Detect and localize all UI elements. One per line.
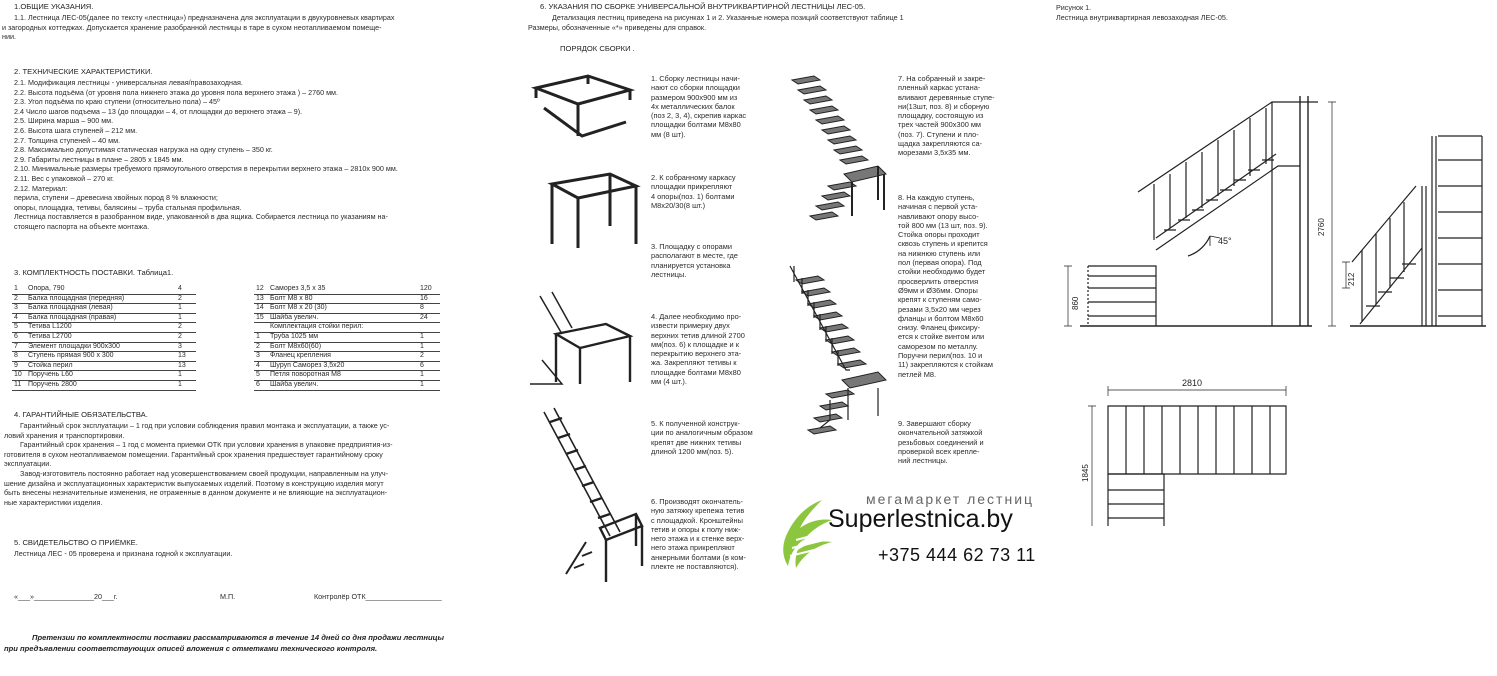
- table-row: 15 Шайба увелич. 24: [254, 313, 440, 323]
- step-2: 2. К собранному каркасу площадки прикрепляют 4 опоры(поз. 1) болтами М8х20/30(8 шт.): [651, 173, 736, 210]
- table-row: 6 Тетива L2700 2: [12, 332, 196, 342]
- text-line: 1.1. Лестница ЛЕС-05(далее по тексту «лестница») предназначена для эксплуатации в двухуровневых квартирах: [14, 13, 395, 22]
- brand-name: Superlestnica.by: [828, 505, 1013, 533]
- figure-caption: Лестница внутриквартирная левозаходная ЛЕС-05.: [1056, 13, 1228, 22]
- step-5: 5. К полученной конструк- ции по аналогичным образом крепят две нижних тетивы длиной 1200 мм(поз. 5).: [651, 419, 753, 456]
- text-line: 2.2. Высота подъёма (от уровня пола нижнего этажа до уровня пола верхнего этажа ) – 2760 мм.: [14, 87, 338, 97]
- angle-label: 45°: [1218, 236, 1232, 246]
- side-view-second: [1350, 136, 1486, 326]
- sign-date: «___»_______________20___г.: [14, 592, 118, 601]
- text-line: 2.4 Число шагов подъема – 13 (до площадки – 4, от площадки до верхнего этажа – 9).: [14, 106, 303, 116]
- table-row: 2 Балка площадная (передняя) 2: [12, 294, 196, 304]
- table-row: 1 Опора, 790 4: [12, 285, 196, 294]
- text-line: и загородных коттеджах. Допускается хранение разобранной лестницы в таре в сухом неотапливаемом помеще-: [2, 22, 382, 32]
- table-row: 3 Балка площадная (левая) 1: [12, 304, 196, 314]
- sec6-body: [528, 13, 904, 32]
- step-9: 9. Завершают сборку окончательной затяжкой резьбовых соединений и проверкой всех крепле- ний лестницы.: [898, 419, 984, 466]
- step-4: 4. Далее необходимо про- извести примерку двух верхних тетив длиной 2700 мм(поз. 6) к площадке и к перекрытию верхнего эта- жа. Закрепляют тетивы к площадке болтами М8х80 мм (4 шт.).: [651, 312, 745, 387]
- brand-phone: +375 444 62 73 11: [878, 545, 1036, 565]
- step-7: 7. На собранный и закре- пленный каркас устана- вливают деревянные ступе- ни(13шт, поз. 8) и сборную площадку, состоящую из трех частей 900х300 мм (поз. 7). Ступени и пло- щадка закрепляются са- морезами 3,5х35 мм.: [898, 74, 995, 158]
- text-line: 2.5. Ширина марша – 900 мм.: [14, 116, 114, 126]
- dim-platform-label: 860: [1071, 296, 1080, 310]
- table-row: 9 Стойка перил 13: [12, 361, 196, 371]
- sec2-body: [14, 78, 398, 232]
- text-line: перила, ступени – древесина хвойных пород 8 % влажности;: [14, 193, 218, 203]
- sec1-body: [2, 13, 395, 42]
- table-row: 12 Саморез 3,5 х 35 120: [254, 285, 440, 294]
- figure-steps-installed: [792, 76, 886, 220]
- plan-view: [1108, 406, 1286, 526]
- dim-length-label: 2810: [1182, 378, 1203, 388]
- dim-step-label: 212: [1347, 272, 1356, 286]
- table-row: 1 Труба 1025 мм 1: [254, 332, 440, 342]
- text-line: нии.: [2, 32, 16, 42]
- sec1-title: 1.ОБЩИЕ УКАЗАНИЯ.: [14, 2, 94, 11]
- figure-railing-installed: [796, 276, 886, 434]
- table-row: 14 Болт М8 х 20 (30) 8: [254, 304, 440, 314]
- kit-table-2: [254, 285, 440, 391]
- figure-stringers-full: [544, 408, 642, 582]
- text-line: Гарантийный срок хранения – 1 год с момента приемки ОТК при условии хранения в упаковке предприятия-из-: [20, 440, 393, 450]
- text-line: 2.7. Толщина ступеней – 40 мм.: [14, 135, 121, 145]
- dim-height-label: 2760: [1317, 218, 1326, 236]
- text-line: быть внесены незначительные изменения, не отраженные в данном документе и не влияющие на эксплуатацион-: [4, 488, 388, 498]
- sec5-title: 5. СВИДЕТЕЛЬСТВО О ПРИЁМКЕ.: [14, 538, 138, 547]
- text-line: 2.9. Габариты лестницы в плане – 2805 х 1845 мм.: [14, 154, 184, 164]
- table-row: 10 Поручень L60 1: [12, 371, 196, 381]
- sec4-body: [4, 421, 393, 507]
- dimension-lines: [1064, 102, 1350, 326]
- step-6: 6. Производят окончатель- ную затяжку крепежа тетив с площадкой. Кронштейны тетив и опоры к полу ниж- него этажа и к стенке верх- него этажа прикрепляют анкерными болтами (в ком- плекте не поставляются).: [651, 497, 746, 572]
- text-line: эксплуатации.: [4, 459, 52, 469]
- sec5-text: Лестница ЛЕС - 05 проверена и признана годной к эксплуатации.: [14, 549, 233, 558]
- sign-otk: Контролёр ОТК___________________: [314, 592, 442, 601]
- table-row: 2 Болт М8х60(60) 1: [254, 342, 440, 352]
- table-row: 8 Ступень прямая 900 х 300 13: [12, 352, 196, 362]
- step-1: 1. Сборку лестницы начи- нают со сборки площадки размером 900х900 мм из 4х металлических балок (поз 2, 3, 4), скрепив каркас площадки болтами М8х80 мм (8 шт).: [651, 74, 747, 139]
- text-line: 2.11. Вес с упаковкой – 270 кг.: [14, 173, 115, 183]
- table-row: 4 Шуруп Саморез 3,5х20 6: [254, 361, 440, 371]
- text-line: Гарантийный срок эксплуатации – 1 год при условии соблюдения правил монтажа и эксплуатации, а также ус-: [20, 421, 390, 430]
- figure-platform-legs: [552, 174, 636, 248]
- table-row: 5 Петля поворотная М8 1: [254, 371, 440, 381]
- text-line: 2.6. Высота шага ступеней – 212 мм.: [14, 125, 138, 135]
- sec2-title: 2. ТЕХНИЧЕСКИЕ ХАРАКТЕРИСТИКИ.: [14, 67, 153, 76]
- dim-width-label: 1845: [1081, 464, 1090, 482]
- assembly-figures-a: [526, 66, 646, 586]
- sec3-title: 3. КОМПЛЕКТНОСТЬ ПОСТАВКИ. Таблица1.: [14, 268, 174, 277]
- text-line: 2.12. Материал:: [14, 183, 68, 193]
- table-row: 3 Фланец крепления 2: [254, 352, 440, 362]
- text-line: 2.1. Модификация лестницы - универсальная левая/правозаходная.: [14, 78, 243, 87]
- figure-platform-stringers: [530, 292, 630, 384]
- text-line: опоры, площадка, тетивы, балясины – труба стальная профильная.: [14, 202, 242, 212]
- order-title: ПОРЯДОК СБОРКИ .: [560, 44, 635, 53]
- sign-mp: М.П.: [220, 592, 236, 601]
- table-row: 6 Шайба увелич. 1: [254, 380, 440, 390]
- table-row: 4 Балка площадная (правая) 1: [12, 313, 196, 323]
- text-line: ные характеристики изделия.: [4, 497, 103, 507]
- table-row: 7 Элемент площадки 900х300 3: [12, 342, 196, 352]
- table-row: 13 Болт М8 х 80 16: [254, 294, 440, 304]
- figure-platform-frame: [536, 76, 630, 136]
- text-line: Детализация лестниц приведена на рисунках 1 и 2. Указанные номера позиций соответствуют таблице 1: [552, 13, 904, 22]
- text-line: стоящего паспорта на объекте монтажа.: [14, 221, 150, 231]
- stair-logo-icon: [776, 496, 836, 572]
- text-line: готовителя в сухом неотапливаемом помещении. Гарантийный срок хранения предшествует гарантийному сроку: [4, 449, 383, 459]
- claims-note: [4, 633, 444, 654]
- table-row: Комплектация стойки перил:: [254, 323, 440, 333]
- text-line: шение дизайна и эксплуатационных характеристик выпускаемых изделий. Поэтому в конструкцию изделия могут: [4, 478, 384, 488]
- text-line: ловий хранения и транспортировки.: [4, 430, 125, 440]
- sec6-title: 6. УКАЗАНИЯ ПО СБОРКЕ УНИВЕРСАЛЬНОЙ ВНУТРИКВАРТИРНОЙ ЛЕСТНИЦЫ ЛЕС-05.: [540, 2, 866, 11]
- brand-subtitle: мегамаркет лестниц: [866, 491, 1035, 507]
- side-view-elevation: [1080, 96, 1318, 326]
- text-line: Лестница поставляется в разобранном виде, упакованной в два ящика. Собирается лестница по указаниям на-: [14, 212, 388, 222]
- technical-drawing: [1060, 26, 1492, 526]
- text-line: 2.10. Минимальные размеры требуемого прямоугольного отверстия в перекрытии верхнего этажа – 2810х 900 мм.: [14, 164, 398, 174]
- text-line: 2.3. Угол подъёма по краю ступени (относительно пола) – 45º: [14, 97, 220, 107]
- sec4-title: 4. ГАРАНТИЙНЫЕ ОБЯЗАТЕЛЬСТВА.: [14, 410, 148, 419]
- text-line: Завод-изготовитель постоянно работает над усовершенствованием своей продукции, направленным на улуч-: [20, 468, 389, 478]
- figure-label: Рисунок 1.: [1056, 3, 1092, 12]
- kit-table-1: [12, 285, 196, 391]
- step-3: 3. Площадку с опорами располагают в месте, где планируется установка лестницы.: [651, 242, 738, 279]
- plan-dimension-lines: [1088, 386, 1286, 526]
- text-line: 2.8. Максимально допустимая статическая нагрузка на одну ступень – 350 кг.: [14, 145, 273, 155]
- table-row: 5 Тетива L1200 2: [12, 323, 196, 333]
- step-8: 8. На каждую ступень, начиная с первой уста- навливают опору высо- той 800 мм (13 шт, поз. 9). Стойка опоры проходит сквозь ступень и крепится на нижнюю ступень или пол (первая опора). Под стойки необходимо будет просверлить отверстия Ø9мм и Ø36мм. Опоры крепят к ступеням само- резами 3,5х20 мм через фланцы и болтом М8х60 снизу. Фланец фиксиру- ется к стойке винтом или саморезом по металлу. Поручни перил(поз. 10 и 11) закрепляются к стойкам петлей М8.: [898, 193, 993, 379]
- assembly-figures-b: [780, 70, 900, 450]
- text-line: при предъявлении соответствующих описей вложения с отметками технического контроля.: [4, 643, 378, 653]
- table-row: 11 Поручень 2800 1: [12, 380, 196, 390]
- text-line: Размеры, обозначенные «*» приведены для справок.: [528, 22, 707, 32]
- text-line: Претензии по комплектности поставки рассматриваются в течение 14 дней со дня продажи лестницы: [32, 633, 444, 642]
